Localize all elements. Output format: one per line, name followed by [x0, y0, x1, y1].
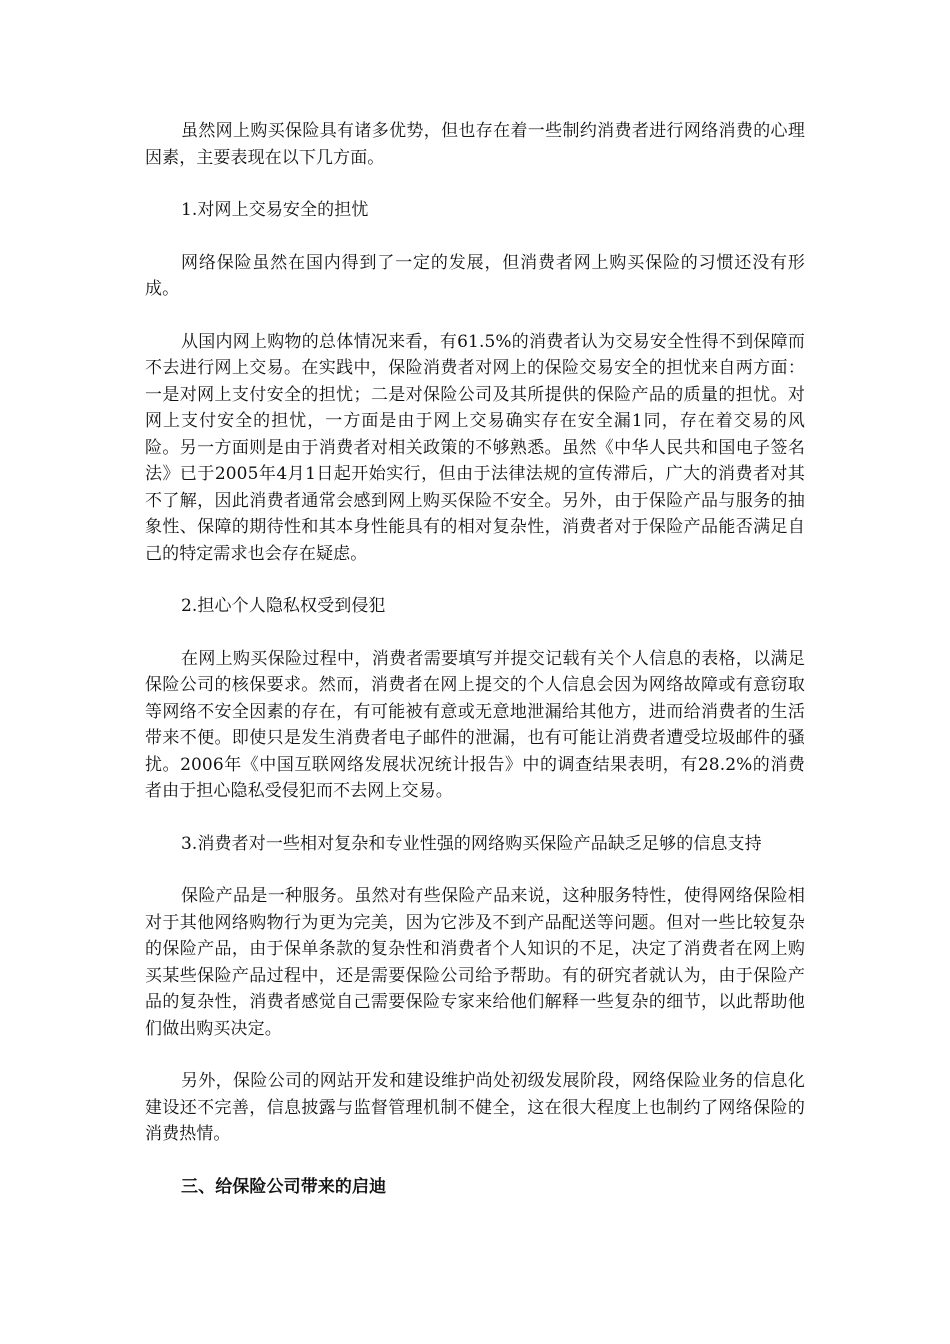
- intro-paragraph: 虽然网上购买保险具有诸多优势，但也存在着一些制约消费者进行网络消费的心理因素，主要表现在以下几方面。: [145, 121, 805, 168]
- document-page: [145, 118, 805, 1226]
- section-heading-1: 1.对网上交易安全的担忧: [181, 200, 369, 220]
- section-heading-3: 3.消费者对一些相对复杂和专业性强的网络购买保险产品缺乏足够的信息支持: [181, 833, 762, 854]
- paragraph-habit: 网络保险虽然在国内得到了一定的发展，但消费者网上购买保险的习惯还没有形成。: [145, 252, 805, 299]
- section-heading-2: 2.担心个人隐私权受到侵犯: [181, 596, 386, 616]
- paragraph-privacy: 在网上购买保险过程中，消费者需要填写并提交记载有关个人信息的表格，以满足保险公司的核保要求。然而，消费者在网上提交的个人信息会因为网络故障或有意窃取等网络不安全因素的存在，有可能被有意或无意地泄漏给其他方，进而给消费者的生活带来不便。即使只是发生消费者电子邮件的泄漏，也有可能让消费者遭受垃圾邮件的骚扰。2006年《中国互联网络发展状况统计报告》中的调查结果表明，有28.2%的消费者由于担心隐私受侵犯而不去网上交易。: [145, 648, 805, 801]
- chapter-heading-3: 三、给保险公司带来的启迪: [181, 1176, 387, 1197]
- paragraph-website: 另外，保险公司的网站开发和建设维护尚处初级发展阶段，网络保险业务的信息化建设还不完善，信息披露与监督管理机制不健全，这在很大程度上也制约了网络保险的消费热情。: [145, 1071, 805, 1144]
- paragraph-security: 从国内网上购物的总体情况来看，有61.5%的消费者认为交易安全性得不到保障而不去进行网上交易。在实践中，保险消费者对网上的保险交易安全的担忧来自两方面：一是对网上支付安全的担忧；二是对保险公司及其所提供的保险产品的质量的担忧。对网上支付安全的担忧，一方面是由于网上交易确实存在安全漏1同，存在着交易的风险。另一方面则是由于消费者对相关政策的不够熟悉。虽然《中华人民共和国电子签名法》已于2005年4月1日起开始实行，但由于法律法规的宣传滞后，广大的消费者对其不了解，因此消费者通常会感到网上购买保险不安全。另外，由于保险产品与服务的抽象性、保障的期待性和其本身性能具有的相对复杂性，消费者对于保险产品能否满足自己的特定需求也会存在疑虑。: [145, 331, 805, 564]
- paragraph-service: 保险产品是一种服务。虽然对有些保险产品来说，这种服务特性，使得网络保险相对于其他网络购物行为更为完美，因为它涉及不到产品配送等问题。但对一些比较复杂的保险产品，由于保单条款的复杂性和消费者个人知识的不足，决定了消费者在网上购买某些保险产品过程中，还是需要保险公司给予帮助。有的研究者就认为，由于保险产品的复杂性，消费者感觉自己需要保险专家来给他们解释一些复杂的细节，以此帮助他们做出购买决定。: [145, 886, 805, 1039]
